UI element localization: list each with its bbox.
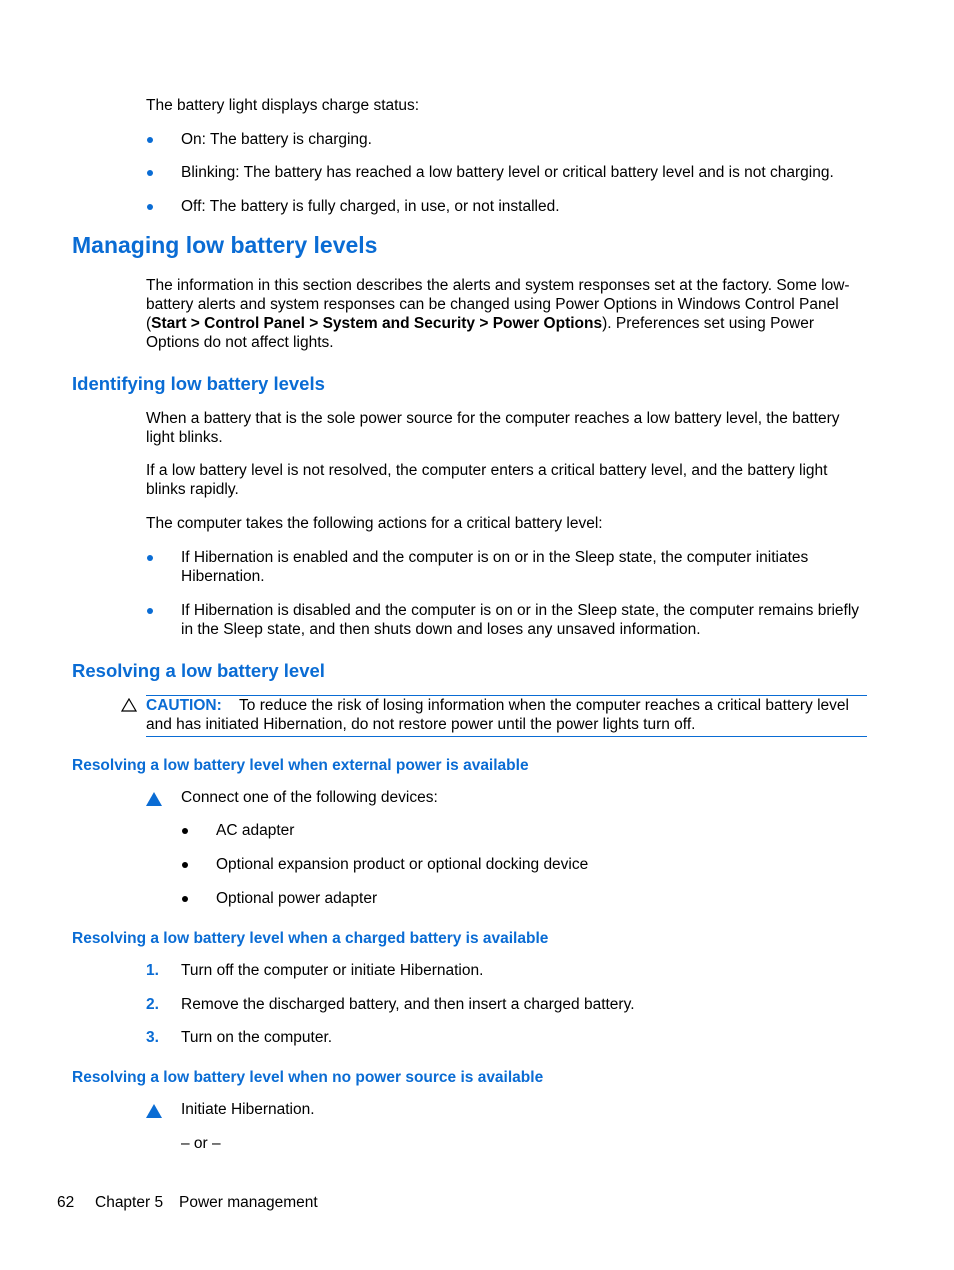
identifying-paragraph-3: The computer takes the following actions for a critical battery level: <box>146 515 603 532</box>
step-number-3: 3. <box>146 1029 159 1046</box>
step-triangle-icon <box>146 1104 162 1118</box>
or-separator: – or – <box>181 1135 221 1152</box>
device-ac-adapter: AC adapter <box>216 822 295 839</box>
bullet-icon <box>147 608 153 614</box>
step-number-1: 1. <box>146 962 159 979</box>
device-power-adapter: Optional power adapter <box>216 890 378 907</box>
step-triangle-icon <box>146 792 162 806</box>
identifying-p2-line-1: If a low battery level is not resolved, the computer enters a critical battery level, and the battery light <box>146 462 828 479</box>
caution-line-2: and has initiated Hibernation, do not restore power until the power lights turn off. <box>146 716 696 733</box>
status-bullet-blinking: Blinking: The battery has reached a low battery level or critical battery level and is not charging. <box>181 164 834 181</box>
managing-line-1: The information in this section describes the alerts and system responses set at the factory. Some low- <box>146 277 850 294</box>
step-number-2: 2. <box>146 996 159 1013</box>
identifying-bullet-1-line-2: Hibernation. <box>181 568 265 585</box>
bullet-icon <box>182 896 188 902</box>
caution-triangle-icon <box>121 698 137 712</box>
heading-external-power: Resolving a low battery level when external power is available <box>72 757 529 774</box>
bullet-icon <box>147 170 153 176</box>
identifying-p1-line-2: light blinks. <box>146 429 223 446</box>
heading-managing: Managing low battery levels <box>72 232 378 258</box>
identifying-bullet-1-line-1: If Hibernation is enabled and the computer is on or in the Sleep state, the computer initiates <box>181 549 809 566</box>
identifying-bullet-2-line-2: in the Sleep state, and then shuts down and loses any unsaved information. <box>181 621 701 638</box>
step-text-1: Turn off the computer or initiate Hibernation. <box>181 962 484 979</box>
bullet-icon <box>147 137 153 143</box>
status-bullet-off: Off: The battery is fully charged, in use, or not installed. <box>181 198 560 215</box>
status-bullet-on: On: The battery is charging. <box>181 131 372 148</box>
managing-line-3-post: ). Preferences set using Power <box>602 315 815 332</box>
heading-no-power: Resolving a low battery level when no power source is available <box>72 1069 544 1086</box>
step-text-2: Remove the discharged battery, and then insert a charged battery. <box>181 996 635 1013</box>
intro-paragraph: The battery light displays charge status: <box>146 97 420 114</box>
managing-line-4: Options do not affect lights. <box>146 334 334 351</box>
footer-chapter-title: Power management <box>179 1194 318 1211</box>
identifying-bullet-1 <box>181 548 871 586</box>
identifying-paragraph-2 <box>146 461 870 499</box>
identifying-bullet-2-line-1: If Hibernation is disabled and the computer is on or in the Sleep state, the computer remains briefly <box>181 602 860 619</box>
device-expansion-product: Optional expansion product or optional docking device <box>216 856 589 873</box>
identifying-p1-line-1: When a battery that is the sole power source for the computer reaches a low battery level, the battery <box>146 410 840 427</box>
bullet-icon <box>182 828 188 834</box>
bullet-icon <box>147 204 153 210</box>
identifying-paragraph-1 <box>146 409 870 447</box>
managing-line-3-pre: ( <box>146 315 152 332</box>
bullet-icon <box>182 862 188 868</box>
caution-text <box>146 696 870 734</box>
caution-label: CAUTION: <box>146 697 222 714</box>
bullet-icon <box>147 555 153 561</box>
caution-line-1-text: To reduce the risk of losing information when the computer reaches a critical battery level <box>239 697 849 714</box>
managing-line-3 <box>146 314 870 333</box>
power-options-path: Start > Control Panel > System and Security > Power Options <box>151 315 603 332</box>
footer-chapter: Chapter 5 <box>95 1194 164 1211</box>
page-number: 62 <box>57 1194 75 1211</box>
nopower-step: Initiate Hibernation. <box>181 1101 315 1118</box>
heading-identifying: Identifying low battery levels <box>72 373 325 394</box>
heading-charged-battery: Resolving a low battery level when a charged battery is available <box>72 930 549 947</box>
managing-paragraph <box>146 276 870 352</box>
step-text-3: Turn on the computer. <box>181 1029 333 1046</box>
managing-line-2: battery alerts and system responses can be changed using Power Options in Windows Control Panel <box>146 296 839 313</box>
heading-resolving: Resolving a low battery level <box>72 660 325 681</box>
identifying-p2-line-2: blinks rapidly. <box>146 481 239 498</box>
caution-line-1 <box>146 696 870 715</box>
external-step: Connect one of the following devices: <box>181 789 438 806</box>
identifying-bullet-2 <box>181 601 881 639</box>
